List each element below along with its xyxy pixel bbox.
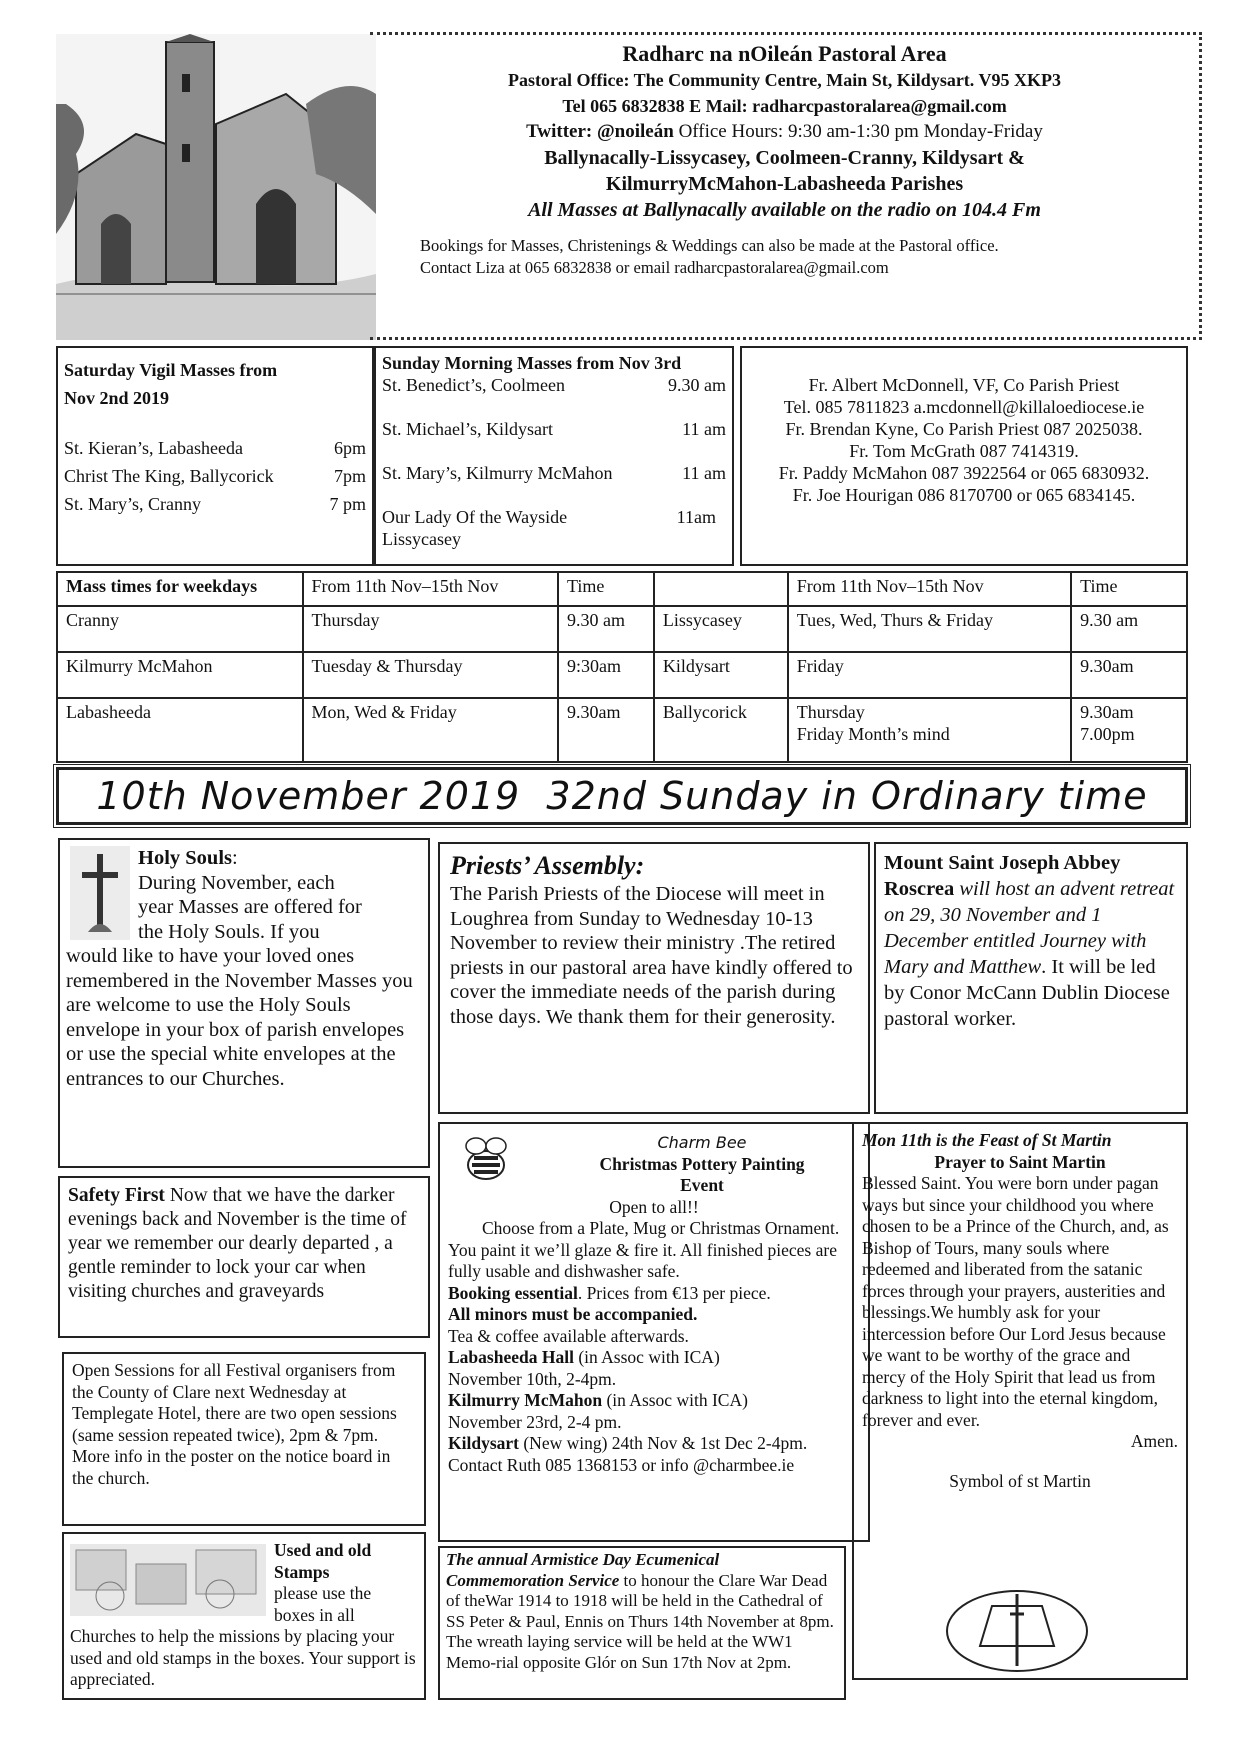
stamps-text: please use the: [274, 1583, 372, 1603]
weekday-mass-table: [56, 571, 1188, 763]
table-header: Time: [558, 572, 654, 606]
armistice-text: to honour the Clare War Dead of theWar 1914 to 1918 will be held in the Cathedral of SS Peter & Paul, Ennis on Thurs 14th November at 8pm. The wreath laying service will be held at the WW1 Memo-rial opposite Glór on Sun 17th Nov at 2pm.: [446, 1570, 834, 1672]
charm-bee-brand: Charm Bee: [657, 1133, 747, 1152]
venue-label: Kilmurry McMahon: [448, 1390, 603, 1410]
sunday-morning-box: [374, 346, 734, 566]
table-cell: 9.30am 7.00pm: [1071, 698, 1187, 762]
saturday-title-1: Saturday Vigil Masses from: [64, 360, 278, 380]
holy-souls-text: would like to have your loved ones remembered in the November Masses you are welcome to use the Holy Souls envelope in your box of parish envelopes or use the special white envelopes at the entrances to our Churches.: [66, 945, 413, 1090]
cross-image: [70, 846, 130, 940]
charm-bee-title-2: Event: [680, 1175, 724, 1195]
abbey-title: Mount Saint Joseph Abbey: [884, 852, 1121, 874]
prayer-text: Blessed Saint. You were born under pagan ways but since your childhood you where chosen to be a Prince of the Church, and, as Bishop of Tours, many souls where redeemed and liberated from the satanic forces through your prayers, austerities and blessings.We humbly ask for your intercession before Our Lord Jesus because we want to be worthy of the grace and mercy of the Holy Spirit that lead us from darkness to light into the eternal kingdom, forever and ever.: [862, 1173, 1169, 1430]
open-sessions-box: [62, 1352, 426, 1526]
priest-line: Fr. Joe Hourigan 086 8170700 or 065 6834145.: [792, 485, 1136, 505]
date-banner: [56, 767, 1188, 825]
venue-label: Kildysart: [448, 1433, 519, 1453]
table-cell: Ballycorick: [654, 698, 788, 762]
table-cell: Lissycasey: [654, 606, 788, 652]
table-cell: 9.30am: [1071, 652, 1187, 698]
venue-date: November 23rd, 2-4 pm.: [448, 1411, 622, 1432]
table-header: Mass times for weekdays: [57, 572, 303, 606]
table-row: [57, 606, 1187, 652]
assembly-title: Priests’ Assembly: [450, 851, 636, 880]
bookings-line-2: Contact Liza at 065 6832838 or email radharcpastoralarea@gmail.com: [420, 258, 889, 277]
twitter-hours-line: [370, 119, 1199, 145]
radio-line: All Masses at Ballynacally available on the radio on 104.4 Fm: [528, 199, 1041, 221]
saturday-item: St. Kieran’s, Labasheeda 6pm: [64, 438, 366, 458]
table-row: [57, 652, 1187, 698]
holy-souls-text: the Holy Souls. If you: [138, 920, 320, 943]
st-martin-box: [852, 1122, 1188, 1680]
abbey-text: . It will be led by Conor McCann Dublin Diocese pastoral worker.: [884, 956, 1170, 1030]
pastoral-area-title: Radharc na nOileán Pastoral Area: [622, 41, 947, 66]
safety-text: Now that we have the darker evenings back and November is the time of year we remember our dearly departed , a gentle reminder to lock your car when visiting churches and graveyards: [68, 1185, 407, 1302]
booking-text: . Prices from €13 per piece.: [577, 1282, 771, 1303]
table-cell: 9.30am: [558, 698, 654, 762]
st-martin-symbol-icon: [942, 1586, 1092, 1672]
armistice-title: The annual Armistice Day Ecumenical Commemoration Service: [446, 1550, 720, 1590]
table-header: [654, 572, 788, 606]
tea-note: Tea & coffee available afterwards.: [448, 1325, 689, 1346]
table-row: [57, 698, 1187, 762]
venue-label: Labasheeda Hall: [448, 1347, 574, 1367]
stamps-text: boxes in all: [274, 1604, 355, 1625]
table-header: Time: [1071, 572, 1187, 606]
priest-line: Tel. 085 7811823 a.mcdonnell@killaloediocese.ie: [783, 397, 1145, 417]
table-header: From 11th Nov–15th Nov: [303, 572, 558, 606]
sunday-title: Sunday Morning Masses from Nov 3rd: [382, 353, 682, 373]
pastoral-office: Pastoral Office: The Community Centre, Main St, Kildysart. V95 XKP3: [508, 70, 1061, 90]
charm-bee-text: Choose from a Plate, Mug or Christmas Ornament. You paint it we’ll glaze & fire it. All finished pieces are fully usable and dishwasher safe.: [448, 1218, 840, 1281]
assembly-text: The Parish Priests of the Diocese will meet in Loughrea from Sunday to Wednesday 10-13 November to review their ministry .The retired priests in our pastoral area have kindly offered to cover the immediate needs of the parish during those days. We thank them for their generosity.: [450, 883, 853, 1028]
table-cell: Labasheeda: [57, 698, 303, 762]
table-header: From 11th Nov–15th Nov: [788, 572, 1071, 606]
prayer-title: Prayer to Saint Martin: [934, 1151, 1106, 1172]
abbey-title-2: Roscrea: [884, 878, 955, 900]
stamps-image: [70, 1544, 266, 1616]
sunday-item-line2: Lissycasey: [382, 529, 461, 549]
table-cell: Kilmurry McMahon: [57, 652, 303, 698]
prayer-amen: Amen.: [1130, 1431, 1178, 1451]
armistice-box: [438, 1546, 846, 1700]
priest-line: Fr. Albert McDonnell, VF, Co Parish Priest: [808, 375, 1120, 395]
safety-box: [58, 1176, 430, 1338]
table-cell: Tuesday & Thursday: [303, 652, 558, 698]
symbol-caption: Symbol of st Martin: [949, 1470, 1091, 1491]
sunday-item: Our Lady Of the Wayside 11am: [382, 507, 716, 527]
table-cell: 9.30 am: [558, 606, 654, 652]
saturday-item: Christ The King, Ballycorick 7pm: [64, 466, 366, 486]
charm-bee-open: Open to all!!: [609, 1196, 699, 1217]
stamps-title-2: Stamps: [274, 1561, 330, 1582]
table-cell: Thursday Friday Month’s mind: [788, 698, 1071, 762]
charm-bee-title: Christmas Pottery Painting: [599, 1153, 805, 1174]
holy-souls-title: Holy Souls: [138, 847, 232, 869]
holy-souls-text: During November, each: [138, 871, 335, 894]
abbey-text: entitled Journey with Mary and Matthew: [884, 930, 1147, 978]
priest-line: Fr. Brendan Kyne, Co Parish Priest 087 2025038.: [785, 419, 1143, 439]
priests-box: [740, 346, 1188, 566]
sunday-item: St. Mary’s, Kilmurry McMahon 11 am: [382, 463, 726, 483]
minors-note: All minors must be accompanied.: [448, 1304, 698, 1324]
venue-text: (New wing) 24th Nov & 1st Dec 2-4pm. Contact Ruth 085 1368153 or info @charmbee.ie: [448, 1433, 808, 1475]
office-hours: Office Hours: 9:30 am-1:30 pm Monday-Friday: [678, 121, 1043, 142]
stamps-text: Churches to help the missions by placing your used and old stamps in the boxes. Your support is appreciated.: [70, 1626, 416, 1689]
parishes-line-1: Ballynacally-Lissycasey, Coolmeen-Cranny, Kildysart &: [544, 147, 1025, 169]
priest-line: Fr. Paddy McMahon 087 3922564 or 065 6830932.: [778, 463, 1150, 483]
table-cell: Tues, Wed, Thurs & Friday: [788, 606, 1071, 652]
table-header-row: [57, 572, 1187, 606]
st-martin-title: Mon 11th is the Feast of St Martin: [862, 1130, 1112, 1150]
venue-text: (in Assoc with ICA): [573, 1347, 720, 1367]
priests-assembly-box: Priests’ Assembly: The Parish Priests of the Diocese will meet in Loughrea from Sunday to Wednesday 10-13 November to review their ministry .The retired priests in our pastoral area have kindly offered to cover the immediate needs of the parish during those days. We thank them for their generosity.: [438, 842, 870, 1114]
safety-title: Safety First: [68, 1185, 165, 1206]
table-cell: Cranny: [57, 606, 303, 652]
sunday-item: St. Benedict’s, Coolmeen 9.30 am: [382, 375, 726, 395]
holy-souls-text: year Masses are offered for: [138, 896, 362, 918]
charm-bee-box: [438, 1122, 870, 1542]
saturday-vigil-box: [56, 346, 374, 566]
table-cell: Friday: [788, 652, 1071, 698]
priest-line: Fr. Tom McGrath 087 7414319.: [849, 441, 1079, 461]
church-ruin-image: [56, 34, 376, 340]
bee-icon: [446, 1132, 526, 1190]
table-cell: Kildysart: [654, 652, 788, 698]
contact-line: Tel 065 6832838 E Mail: radharcpastoralarea@gmail.com: [562, 96, 1007, 116]
table-cell: Thursday: [303, 606, 558, 652]
abbey-text: will host an advent retreat on 29, 30 November and 1 December: [884, 878, 1175, 952]
parishes-line-2: KilmurryMcMahon-Labasheeda Parishes: [605, 173, 964, 195]
stamps-box: [62, 1532, 426, 1700]
booking-label: Booking essential: [448, 1282, 578, 1303]
twitter-handle[interactable]: Twitter: @noileán: [526, 121, 674, 142]
table-cell: Mon, Wed & Friday: [303, 698, 558, 762]
sunday-item: St. Michael’s, Kildysart 11 am: [382, 419, 726, 439]
saturday-item: St. Mary’s, Cranny 7 pm: [64, 494, 366, 514]
bookings-line-1: Bookings for Masses, Christenings & Weddings can also be made at the Pastoral office.: [420, 236, 999, 255]
stamps-title: Used and old: [274, 1540, 372, 1560]
table-cell: 9.30 am: [1071, 606, 1187, 652]
header-box: [370, 32, 1202, 340]
table-cell: 9:30am: [558, 652, 654, 698]
open-sessions-text: Open Sessions for all Festival organisers from the County of Clare next Wednesday at Templegate Hotel, there are two open sessions (same session repeated twice), 2pm & 7pm. More info in the poster on the notice board in the church.: [72, 1360, 397, 1488]
banner-text: 10th November 2019 32nd Sunday in Ordinary time: [96, 774, 1148, 818]
venue-text: (in Assoc with ICA): [602, 1390, 748, 1410]
saturday-title-2: Nov 2nd 2019: [64, 388, 170, 408]
abbey-box: [874, 842, 1188, 1114]
venue-date: November 10th, 2-4pm.: [448, 1368, 617, 1389]
holy-souls-box: Holy Souls: During November, each year Masses are offered for the Holy Souls. If you would like to have your loved ones remembered in the November Masses you are welcome to use the Holy Souls envelope in your box of parish envelopes or use the special white envelopes at the entrances to our Churches.: [58, 838, 430, 1168]
